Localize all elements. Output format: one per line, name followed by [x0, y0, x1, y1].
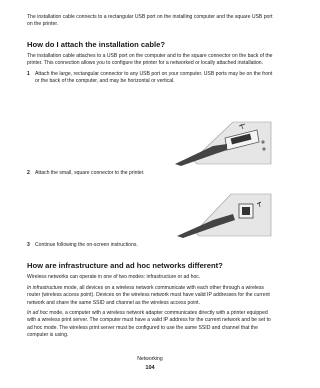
infrastructure-term: In infrastructure — [27, 285, 63, 291]
step-2 — [27, 170, 277, 177]
infrastructure-paragraph — [27, 285, 277, 307]
section-heading-attach-cable: How do I attach the installation cable? — [27, 40, 165, 49]
step-3 — [27, 242, 277, 249]
section-body-attach-cable: The installation cable attaches to a USB port on the computer and to the square connector on the back of the printer. This connection allows you to configure the printer for a networked or locally attached installation. — [27, 53, 273, 67]
step-1 — [27, 71, 277, 86]
step-number: 1 — [27, 71, 30, 77]
step-number: 2 — [27, 170, 30, 176]
adhoc-paragraph — [27, 310, 277, 340]
step-text: Continue following the on-screen instructions. — [35, 242, 138, 248]
step-text: Attach the small, square connector to the printer. — [35, 170, 145, 176]
page-number: 104 — [145, 365, 155, 371]
adhoc-term: In ad hoc — [27, 310, 48, 316]
usb-computer-port-illustration — [173, 120, 277, 166]
adhoc-text: mode, a computer with a wireless network adapter communicates directly with a printer equipped with a wireless print server. The computer must have a valid IP address for the current network and be set to ad hoc mode. The wireless print server must be configured to use the same SSID and channel that the computer is using. — [27, 310, 271, 339]
network-modes-intro: Wireless networks can operate in one of two modes: infrastructure or ad hoc. — [27, 274, 201, 280]
infrastructure-text: mode, all devices on a wireless network communicate with each other through a wireless router (wireless access point). Devices on the wireless network must have valid IP addresses for the current network and share the same SSID and channel as the wireless access point. — [27, 285, 270, 306]
footer-section-name: Networking — [137, 356, 163, 362]
usb-printer-port-illustration — [173, 192, 277, 238]
section-heading-network-types: How are infrastructure and ad hoc networks different? — [27, 261, 223, 270]
step-text: Attach the large, rectangular connector to any USB port on your computer. USB ports may be on the front or the back of the computer, and may be horizontal or vertical. — [35, 71, 273, 85]
step-number: 3 — [27, 242, 30, 248]
intro-paragraph: The installation cable connects to a rectangular USB port on the installing computer and the square USB port on the printer. — [27, 14, 273, 28]
